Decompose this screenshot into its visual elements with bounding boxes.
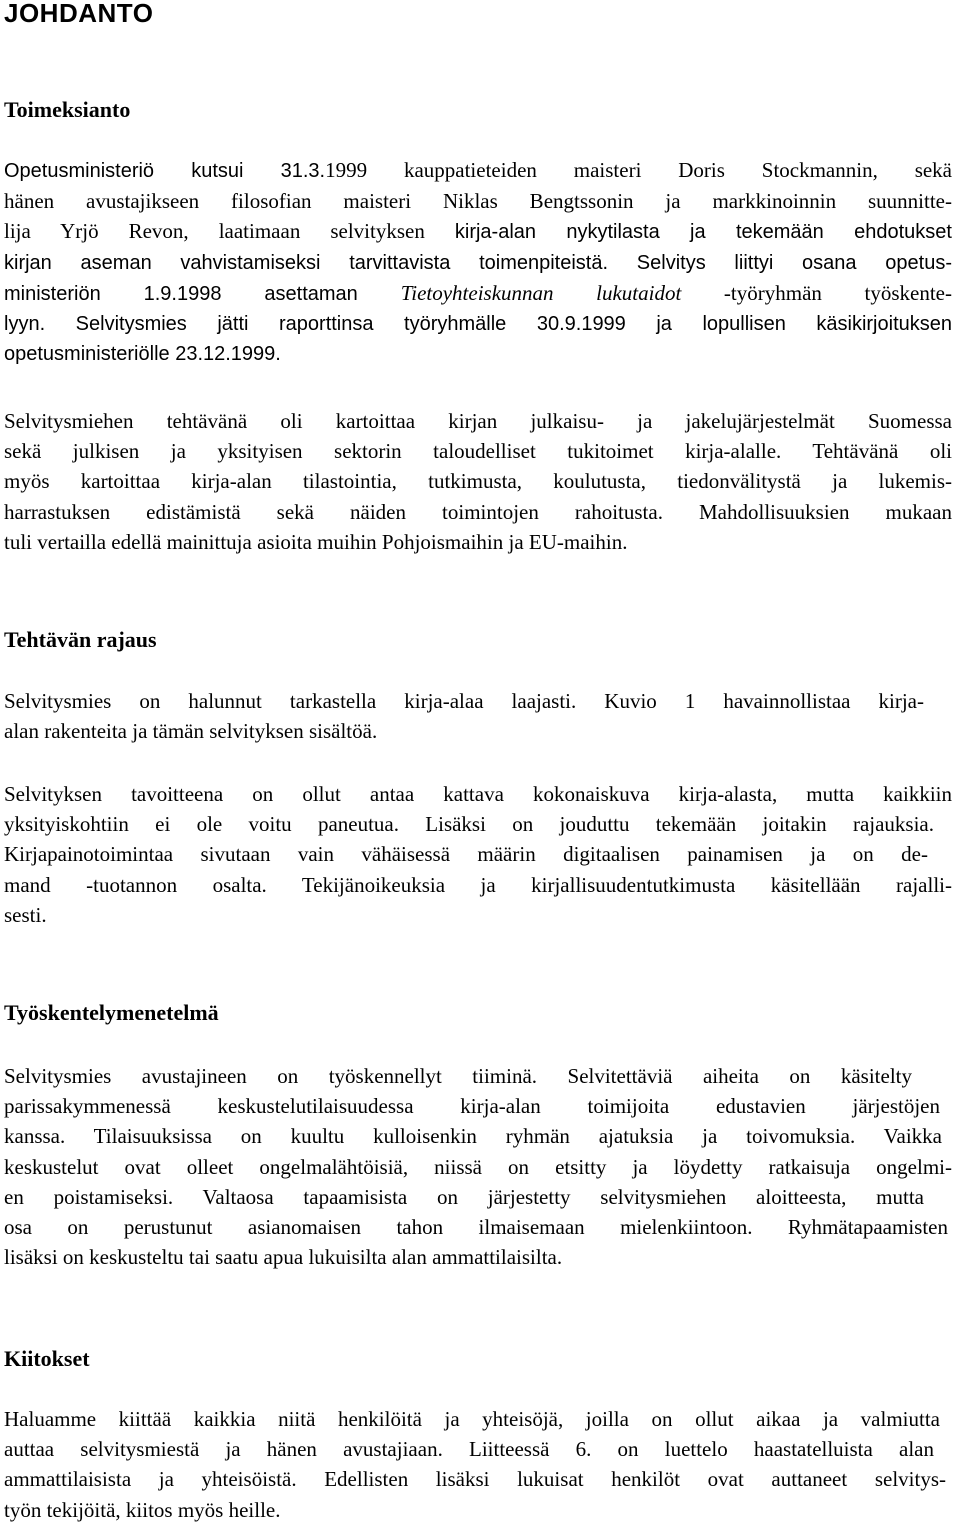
text-line: sekä julkisen ja yksityisen sektorin taloudelliset tukitoimet kirja-alalle. Tehtävänä oli [4, 439, 952, 464]
text-fragment: 1999 kauppatieteiden maisteri Doris Stockmannin, sekä [325, 158, 953, 182]
text-line: en poistamiseksi. Valtaosa tapaamisista on järjestetty selvitysmiehen aloitteesta, mutta [4, 1184, 924, 1209]
text-line: keskustelut ovat olleet ongelmalähtöisiä, niissä on etsitty ja löydetty ratkaisuja ongelmi- [4, 1154, 952, 1179]
text-line: sesti. [4, 902, 47, 927]
text-fragment: Opetusministeriö kutsui 31.3. [4, 160, 326, 182]
text-line: lyyn. Selvitysmies jätti raporttinsa työryhmälle 30.9.1999 ja lopullisen käsikirjoituksen [4, 313, 952, 336]
section-heading-toimeksianto: Toimeksianto [4, 97, 131, 122]
text-line [4, 155, 952, 186]
text-line: myös kartoittaa kirja-alan tilastointia, tutkimusta, koulutusta, tiedonvälitystä ja lukemis- [4, 469, 952, 494]
text-line [4, 278, 952, 309]
text-fragment: kirja-alan nykytilasta ja tekemään ehdotukset [454, 221, 952, 244]
text-line: osa on perustunut asianomaisen tahon ilmaisemaan mielenkiintoon. Ryhmätapaamisten [4, 1215, 948, 1240]
text-line: parissakymmenessä keskustelutilaisuudessa kirja-alan toimijoita edustavien järjestöjen [4, 1094, 940, 1119]
paragraph-toimeksianto-1 [4, 155, 952, 369]
paragraph-kiitokset-1 [4, 1404, 952, 1525]
paragraph-rajaus-2 [4, 779, 952, 930]
text-line [4, 216, 952, 247]
text-line: Selvitysmiehen tehtävänä oli kartoittaa kirjan julkaisu- ja jakelujärjestelmät Suomessa [4, 409, 952, 433]
text-fragment: ministeriön 1.9.1998 asettaman [4, 282, 401, 305]
paragraph-rajaus-1 [4, 686, 952, 746]
text-line: hänen avustajikseen filosofian maisteri Niklas Bengtssonin ja markkinoinnin suunnitte- [4, 189, 952, 214]
text-line: alan rakenteita ja tämän selvityksen sisältöä. [4, 719, 378, 744]
section-heading-tehtavan-rajaus: Tehtävän rajaus [4, 627, 157, 652]
text-line: ammattilaisista ja yhteisöistä. Edellisten lisäksi lukuisat henkilöt ovat auttaneet selvitys- [4, 1467, 946, 1492]
text-fragment-italic: Tietoyhteiskunnan lukutaidot [400, 280, 682, 305]
text-line: Haluamme kiittää kaikkia niitä henkilöitä ja yhteisöjä, joilla on ollut aikaa ja valmiutta [4, 1407, 940, 1431]
section-heading-kiitokset: Kiitokset [4, 1346, 90, 1371]
text-line: Selvityksen tavoitteena on ollut antaa kattava kokonaiskuva kirja-alasta, mutta kaikkiin [4, 782, 952, 806]
text-line: Kirjapainotoimintaa sivutaan vain vähäisessä määrin digitaalisen painamisen ja on de- [4, 842, 928, 867]
text-line: opetusministeriölle 23.12.1999. [4, 343, 281, 366]
text-line: työn tekijöitä, kiitos myös heille. [4, 1497, 281, 1522]
text-line: mand -tuotannon osalta. Tekijänoikeuksia ja kirjallisuudentutkimusta käsitellään rajalli- [4, 872, 952, 897]
text-line: yksityiskohtiin ei ole voitu paneutua. Lisäksi on jouduttu tekemään joitakin rajauksia. [4, 812, 934, 837]
text-line: harrastuksen edistämistä sekä näiden toimintojen rahoitusta. Mahdollisuuksien mukaan [4, 499, 952, 524]
text-fragment: lija Yrjö Revon, laatimaan selvityksen [4, 219, 455, 244]
text-line: kirjan aseman vahvistamiseksi tarvittavista toimenpiteistä. Selvitys liittyi osana opetus- [4, 251, 952, 274]
paragraph-toimeksianto-2 [4, 406, 952, 557]
page-title: JOHDANTO [4, 0, 154, 28]
text-fragment: -työryhmän työskente- [681, 280, 952, 305]
section-heading-tyoskentelymenetelma: Työskentelymenetelmä [4, 1000, 219, 1025]
text-line: auttaa selvitysmiestä ja hänen avustajiaan. Liitteessä 6. on luettelo haastatelluista alan [4, 1437, 934, 1462]
text-line: lisäksi on keskusteltu tai saatu apua lukuisilta alan ammattilaisilta. [4, 1245, 563, 1270]
text-line: tuli vertailla edellä mainittuja asioita muihin Pohjoismaihin ja EU-maihin. [4, 529, 628, 554]
paragraph-menetelma-1 [4, 1061, 952, 1272]
text-line: Selvitysmies avustajineen on työskennellyt tiiminä. Selvitettäviä aiheita on käsitelty [4, 1064, 912, 1088]
text-line: Selvitysmies on halunnut tarkastella kirja-alaa laajasti. Kuvio 1 havainnollistaa kirja- [4, 689, 924, 713]
text-line: kanssa. Tilaisuuksissa on kuultu kulloisenkin ryhmän ajatuksia ja toivomuksia. Vaikka [4, 1124, 942, 1149]
